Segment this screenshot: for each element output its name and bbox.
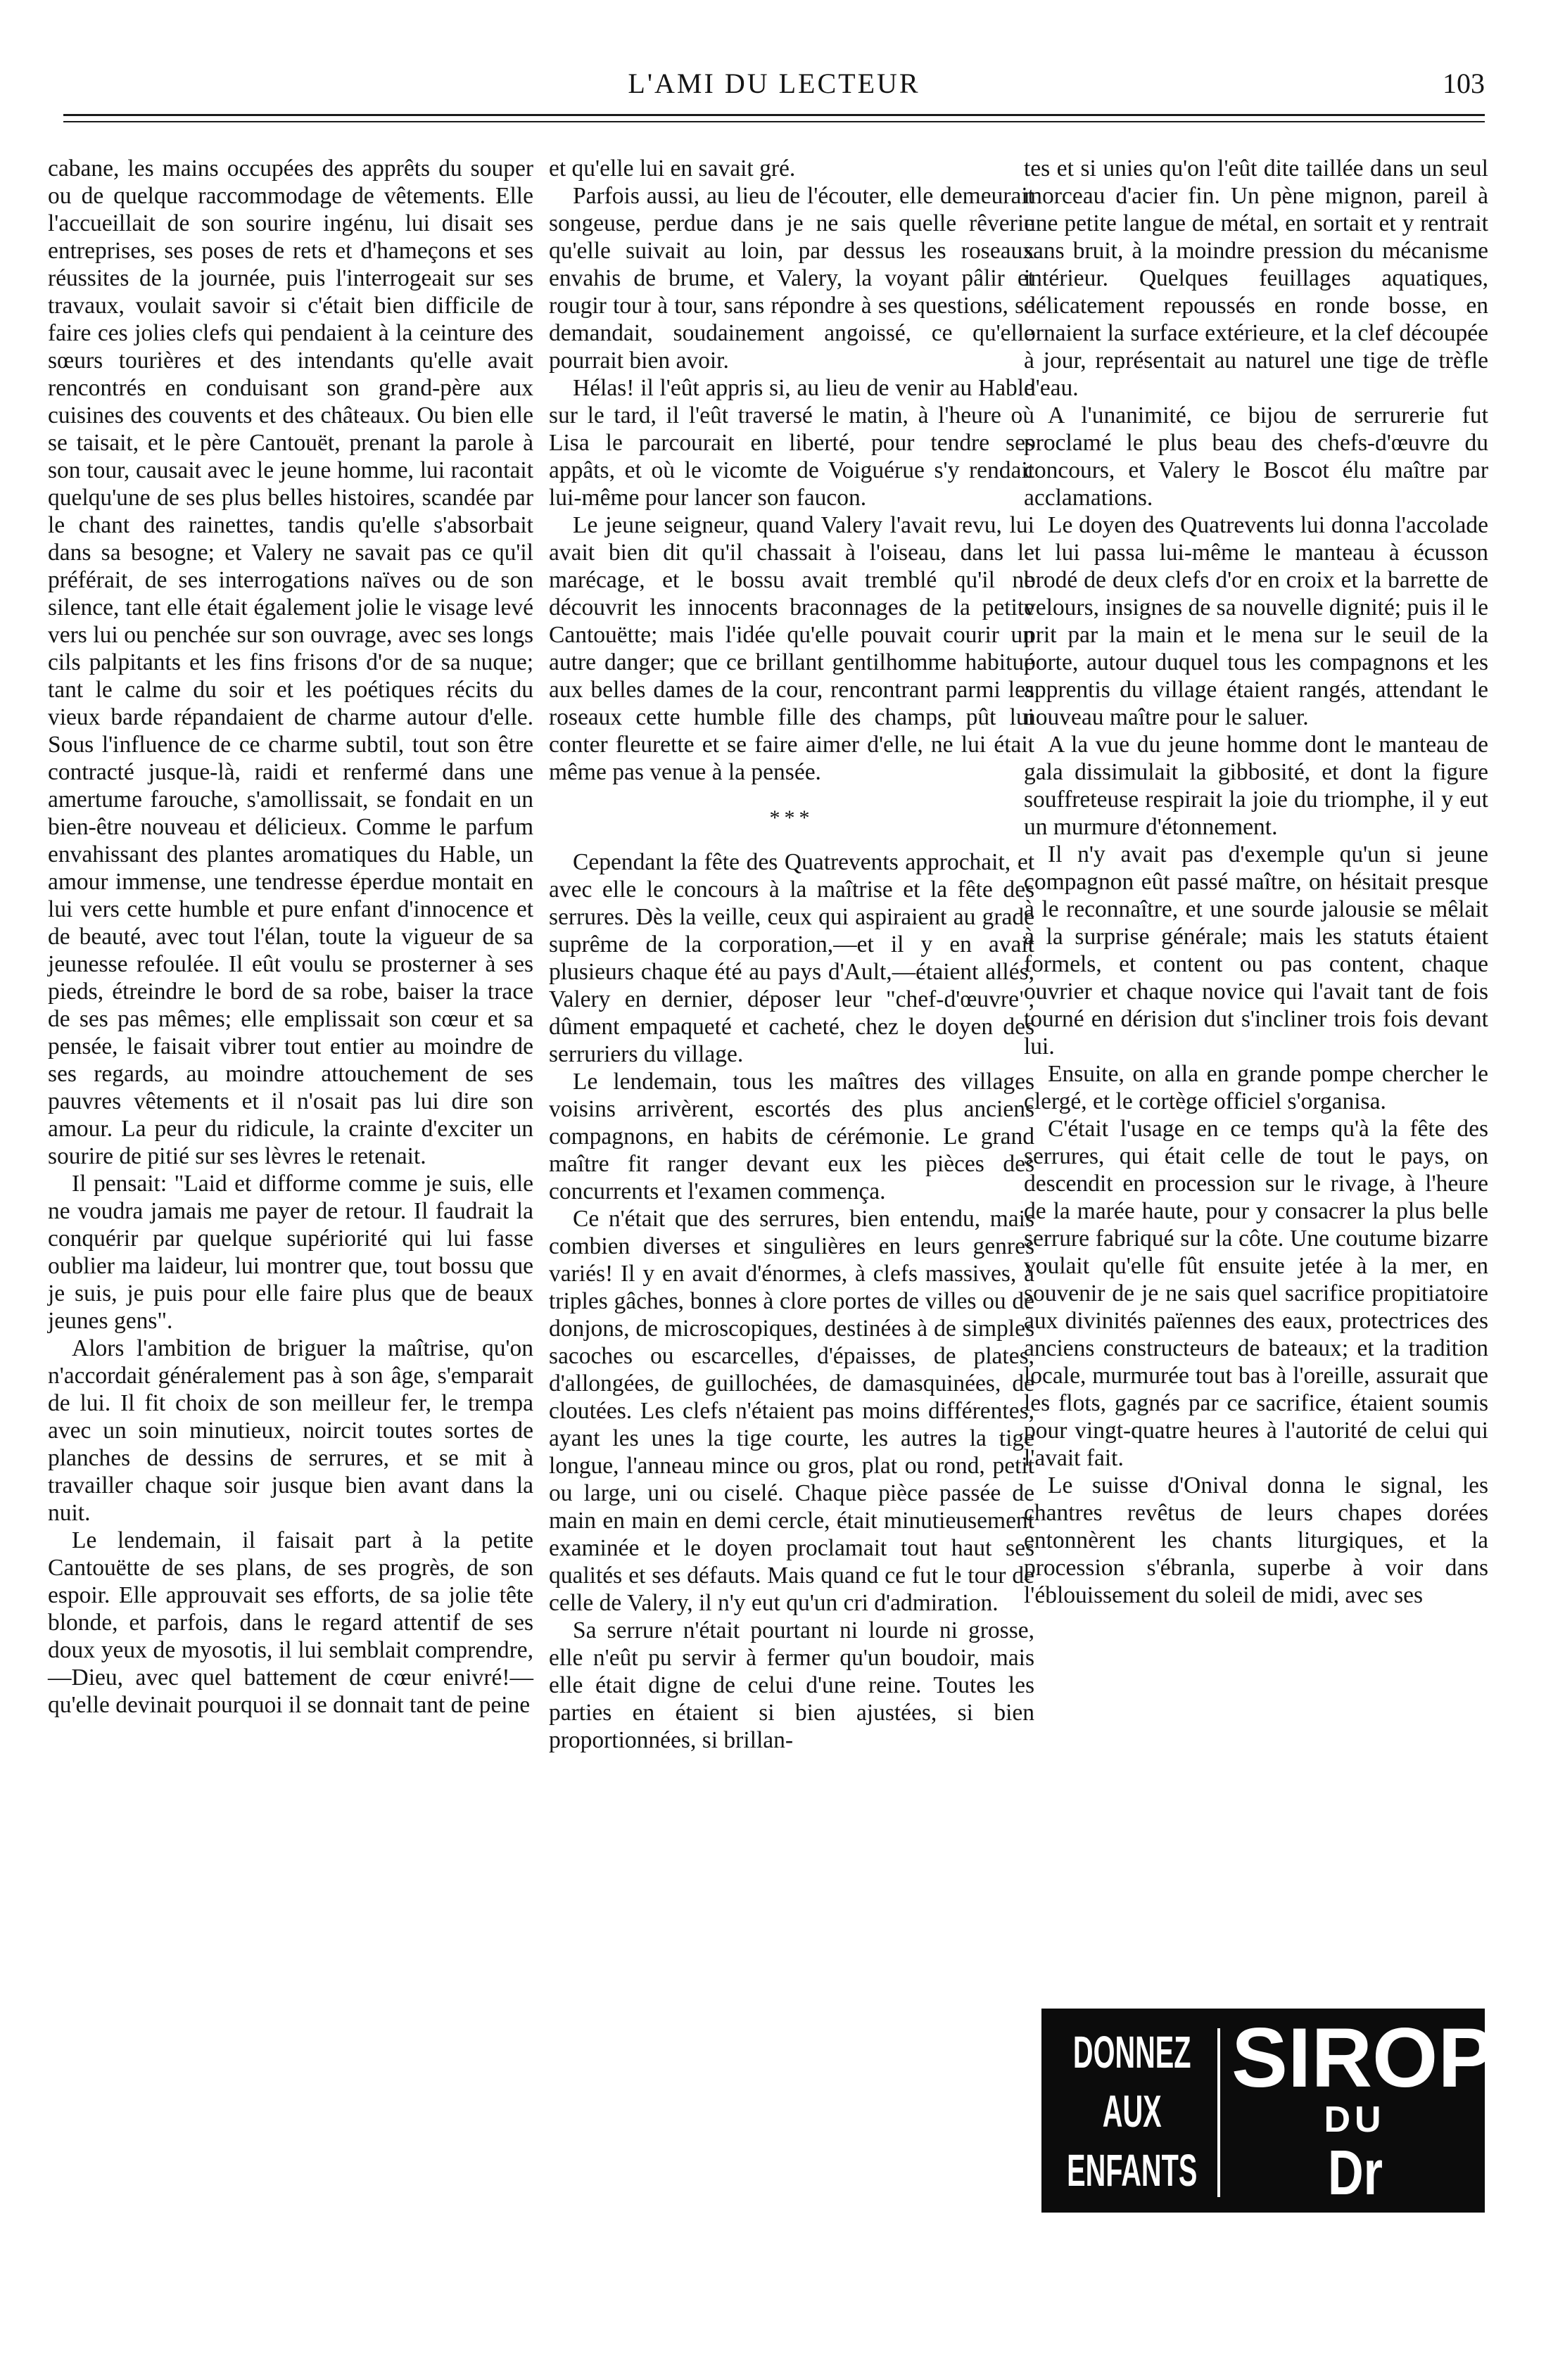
paragraph: et qu'elle lui en savait gré.	[549, 155, 796, 182]
header-rule-thin	[63, 121, 1485, 122]
paragraph: Le lendemain, tous les maîtres des villages voisins arrivèrent, escortés des plus anciens compagnons, en habits de cérémonie. Le grand maître fit ranger devant eux les pièces des concurrents et l'examen commença.	[549, 1069, 1034, 1204]
ad-left-text	[1051, 2023, 1212, 2200]
ad-line: AUX	[1102, 2086, 1162, 2137]
running-title: L'AMI DU LECTEUR	[628, 68, 920, 99]
paragraph: A l'unanimité, ce bijou de serrurerie fut proclamé le plus beau des chefs-d'œuvre du concours, et Valery le Boscot élu maître par acclamations.	[1024, 402, 1488, 511]
text-column-1	[48, 155, 533, 1719]
ad-line: ENFANTS	[1067, 2145, 1198, 2196]
paragraph: Cependant la fête des Quatrevents approchait, et avec elle le concours à la maîtrise et la fête des serrures. Dès la veille, ceux qui aspiraient au grade suprême de la corporation,—et il y en avait plusieurs chaque été au pays d'Ault,—étaient allés, Valery en dernier, déposer leur "chef-d'œuvre", dûment empaqueté et cacheté, chez le doyen des serruriers du village.	[549, 849, 1034, 1067]
paragraph: Il pensait: "Laid et difforme comme je suis, elle ne voudra jamais me payer de retour. Il faudrait la conquérir par quelque supériorité qui lui fasse oublier ma laideur, lui montrer que, tout bossu que je suis, je puis pour elle faire plus que de beaux jeunes gens".	[48, 1171, 533, 1334]
header-rule	[63, 114, 1485, 116]
page-header	[63, 67, 1485, 116]
advertisement	[1041, 2009, 1507, 2279]
ad-brand: Dr GODERRE	[1256, 2138, 1507, 2279]
text-column-2	[549, 155, 1034, 1754]
paragraph: Ensuite, on alla en grande pompe chercher le clergé, et le cortège officiel s'organisa.	[1024, 1061, 1488, 1114]
paragraph: Il n'y avait pas d'exemple qu'un si jeune compagnon eût passé maître, on hésitait presque à le reconnaître, et une sourde jalousie se mêlait à la surprise générale; mais les statuts étaient formels, et content ou pas content, chaque ouvrier et chaque novice qui l'avait tant de fois tourné en dérision dut s'incliner trois fois devant lui.	[1024, 841, 1488, 1059]
paragraph: Le suisse d'Onival donna le signal, les chantres revêtus de leurs chapes dorées entonnèrent les chants liturgiques, et la procession s'ébranla, superbe à voir dans l'éblouissement du soleil de midi, avec ses	[1024, 1472, 1488, 1608]
paragraph: Hélas! il l'eût appris si, au lieu de venir au Hable sur le tard, il l'eût traversé le matin, à l'heure où Lisa le parcourait en liberté, pour tendre ses appâts, et où le vicomte de Voiguérue s'y rendait lui-même pour lancer son faucon.	[549, 375, 1034, 511]
paragraph: Parfois aussi, au lieu de l'écouter, elle demeurait songeuse, perdue dans je ne sais quelle rêverie qu'elle suivait au loin, par dessus les roseaux envahis de brume, et Valery, la voyant pâlir et rougir tour à tour, sans répondre à ses questions, se demandait, soudainement angoissé, ce qu'elle pourrait bien avoir.	[549, 183, 1034, 374]
page-number: 103	[1443, 68, 1485, 99]
section-divider: ***	[769, 806, 814, 829]
paragraph: Le doyen des Quatrevents lui donna l'accolade et lui passa lui-même le manteau à écusson brodé de deux clefs d'or en croix et la barrette de velours, insignes de sa nouvelle dignité; puis il le prit par la main et le mena sur le seuil de la porte, autour duquel tous les compagnons et les apprentis du village étaient rangés, attendant le nouveau maître pour le saluer.	[1024, 512, 1488, 730]
paragraph: Sa serrure n'était pourtant ni lourde ni grosse, elle n'eût pu servir à fermer qu'un boudoir, mais elle était digne de celui d'une reine. Toutes les parties en étaient si bien ajustées, si bien proportionnées, si brillan-	[549, 1617, 1034, 1753]
ad-separator	[1217, 2028, 1220, 2197]
paragraph: cabane, les mains occupées des apprêts du souper ou de quelque raccommodage de vêtements. Elle l'accueillait de son sourire ingénu, lui disait ses entreprises, ses poses de rets et d'hameçons et ses réussites de la journée, puis l'interrogeait sur ses travaux, voulait savoir si c'était bien difficile de faire ces jolies clefs qui pendaient à la ceinture des sœurs tourières et des intendants qu'elle avait rencontrés en conduisant son grand-père aux cuisines des couvents et des châteaux. Ou bien elle se taisait, et le père Cantouët, prenant la parole à son tour, causait avec le jeune homme, lui racontait quelqu'une de ses plus belles histoires, scandée par le chant des rainettes, tandis qu'elle s'absorbait dans sa besogne; et Valery ne savait pas ce qu'il préférait, de ses interrogations naïves ou de son silence, tant elle était également jolie le visage levé vers lui ou penchée sur son ouvrage, avec ses longs cils palpitants et les fins frisons d'or de sa nuque; tant le calme du soir et les poétiques récits du vieux barde répandaient de charme autour d'elle. Sous l'influence de ce charme subtil, tout son être contracté jusque-là, raidi et renfermé dans une amertume farouche, s'amollissait, se fondait en un bien-être nouveau et délicieux. Comme le parfum envahissant des plantes aromatiques du Hable, un amour immense, une tendresse éperdue montait en lui vers cette humble et pure enfant d'innocence et de beauté, avec tout l'élan, toute la vigueur de sa jeunesse refoulée. Il eût voulu se prosterner à ses pieds, étreindre le bord de sa robe, baiser la trace de ses pas mêmes; elle emplissait son cœur et sa pensée, le faisait vibrer tout entier au moindre de ses regards, au moindre attouchement de ses pauvres vêtements et il n'osait pas lui dire son amour. La peur du ridicule, la crainte d'exciter un sourire de pitié sur ses lèvres le retenait.	[48, 155, 533, 1169]
ad-connector: DU	[1324, 2099, 1386, 2140]
text-column-3	[1024, 155, 1488, 1609]
paragraph: Le lendemain, il faisait part à la petite Cantouëtte de ses plans, de ses progrès, de son espoir. Elle approuvait ses efforts, de sa jolie tête blonde, et parfois, dans le regard attentif de ses doux yeux de myosotis, il lui semblait comprendre,—Dieu, avec quel battement de cœur enivré!—qu'elle devinait pourquoi il se donnait tant de peine	[48, 1527, 533, 1718]
paragraph: Le jeune seigneur, quand Valery l'avait revu, lui avait bien dit qu'il chassait à l'oiseau, dans le marécage, et le bossu avait tremblé qu'il ne découvrit les innocents braconnages de la petite Cantouëtte; mais l'idée qu'elle pouvait courir un autre danger; que ce brillant gentilhomme habitué aux belles dames de la cour, rencontrant parmi les roseaux cette humble fille des champs, pût lui conter fleurette et se faire aimer d'elle, ne lui était même pas venue à la pensée.	[549, 512, 1034, 785]
paragraph: A la vue du jeune homme dont le manteau de gala dissimulait la gibbosité, et dont la figure souffreteuse respirait la joie du triomphe, il y eut un murmure d'étonnement.	[1024, 732, 1488, 840]
paragraph: C'était l'usage en ce temps qu'à la fête des serrures, qui était celle de tout le pays, on descendit en procession sur le rivage, à l'heure de la marée haute, pour y consacrer la plus belle serrure fabriqué sur la côte. Une coutume bizarre voulait qu'elle fût ensuite jetée à la mer, en souvenir de je ne sais quel sacrifice propitiatoire aux divinités païennes des eaux, protectrices des anciens constructeurs de bateaux; et la tradition locale, murmurée tout bas à l'oreille, assurait que les flots, gagnés par ce sacrifice, étaient soumis pour vingt-quatre heures à l'autorité de celui qui l'avait fait.	[1024, 1116, 1488, 1471]
paragraph: tes et si unies qu'on l'eût dite taillée dans un seul morceau d'acier fin. Un pène mignon, pareil à une petite langue de métal, en sortait et y rentrait sans bruit, à la moindre pression du mécanisme intérieur. Quelques feuillages aquatiques, délicatement repoussés en ronde bosse, en ornaient la surface extérieure, et la clef découpée à jour, représentait au naturel une tige de trèfle d'eau.	[1024, 155, 1488, 401]
paragraph: Alors l'ambition de briguer la maîtrise, qu'on n'accordait généralement pas à son âge, s'emparait de lui. Il fit choix de son meilleur fer, le trempa avec un soin minutieux, noircit toutes sortes de planches de dessins de serrures, et se mit à travailler chaque soir jusque bien avant dans la nuit.	[48, 1335, 533, 1526]
ad-product: SIROP	[1231, 2011, 1495, 2105]
paragraph: Ce n'était que des serrures, bien entendu, mais combien diverses et singulières en leurs genres variés! Il y en avait d'énormes, à clefs massives, à triples gâches, bonnes à clore portes de villes ou de donjons, de microscopiques, destinées à de simples sacoches ou escarcelles, d'épaisses, de plates, d'allongées, de guillochées, de damasquinées, de cloutées. Les clefs n'étaient pas moins différentes, ayant les unes la tige courte, les autres la tige longue, l'anneau mince ou gros, plat ou rond, petit ou large, uni ou ciselé. Chaque pièce passée de main en main en demi cercle, était minutieusement examinée et le doyen proclamait tout haut ses qualités et ses défauts. Mais quand ce fut le tour de celle de Valery, il n'y eut qu'un cri d'admiration.	[549, 1206, 1034, 1616]
ad-line: DONNEZ	[1072, 2027, 1191, 2077]
